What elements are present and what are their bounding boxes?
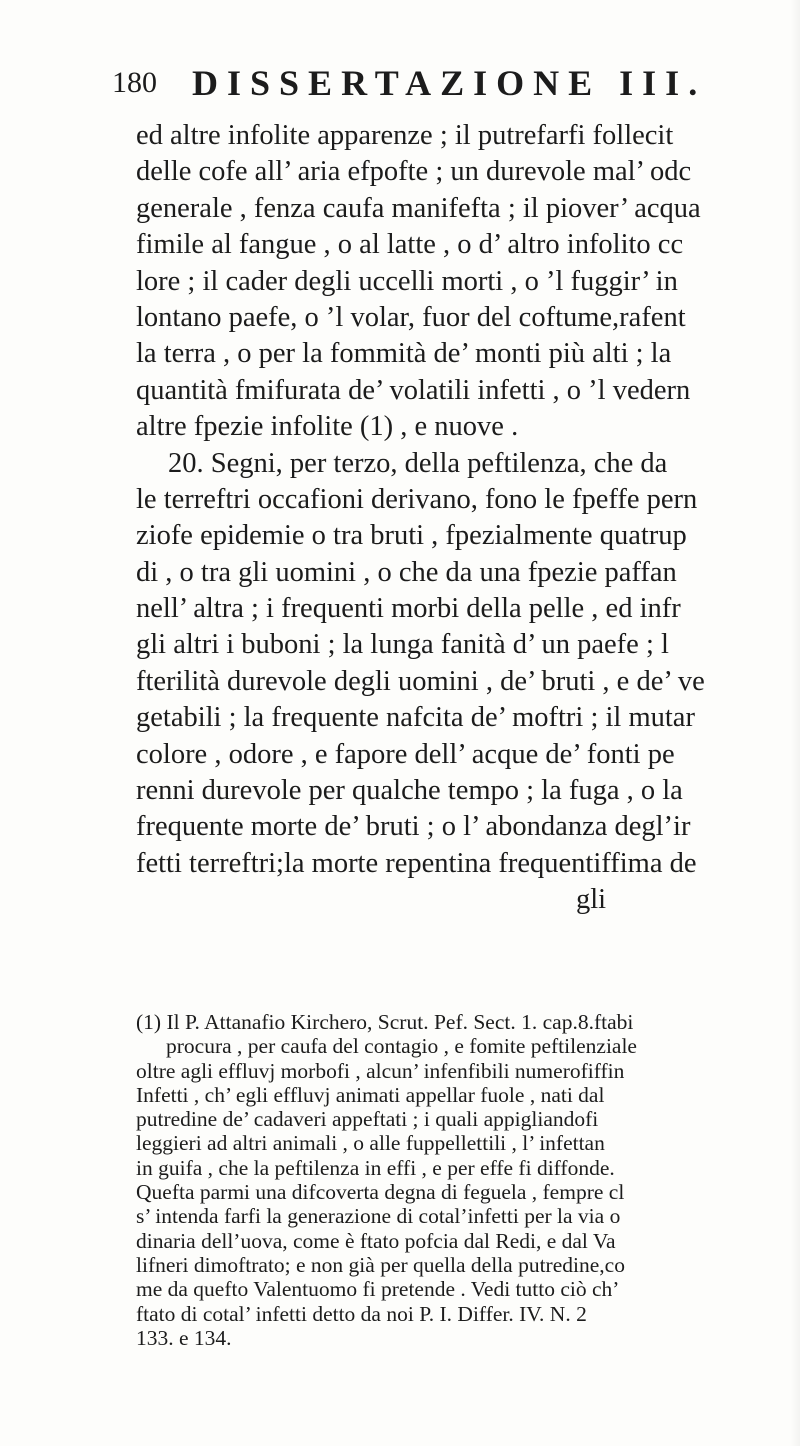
footnote-line: Quefta parmi una difcoverta degna di feguela , fempre cl bbox=[136, 1180, 625, 1205]
text-line: altre fpezie infolite (1) , e nuove . bbox=[136, 411, 519, 443]
footnote-line: me da quefto Valentuomo fi pretende . Vedi tutto ciò ch’ bbox=[136, 1277, 620, 1302]
text-line: delle cofe all’ aria efpofte ; un durevole mal’ odc bbox=[136, 156, 692, 188]
text-line: lontano paefe, o ’l volar, fuor del coftume,rafent bbox=[136, 301, 686, 333]
text-line: quantità fmifurata de’ volatili infetti , o ’l vedern bbox=[136, 374, 691, 406]
running-title: DISSERTAZIONE III. bbox=[192, 63, 707, 103]
text-line: la terra , o per la fommità de’ monti più alti ; la bbox=[136, 338, 672, 370]
footnote-line: putredine de’ cadaveri appeftati ; i quali appigliandofi bbox=[136, 1107, 599, 1132]
text-line: getabili ; la frequente nafcita de’ moftri ; il mutar bbox=[136, 702, 695, 734]
text-line: fimile al fangue , o al latte , o d’ altro infolito cc bbox=[136, 229, 684, 261]
footnote-line: leggieri ad altri animali , o alle fuppellettili , l’ infettan bbox=[136, 1131, 605, 1156]
text-line: gli altri i buboni ; la lunga fanità d’ un paefe ; l bbox=[136, 629, 669, 661]
footnote-line: in guifa , che la peftilenza in effi , e per effe fi diffonde. bbox=[136, 1155, 615, 1180]
page-header bbox=[112, 58, 792, 108]
footnote-line: procura , per caufa del contagio , e fomite peftilenziale bbox=[166, 1034, 637, 1059]
footnote-line: lifneri dimoftrato; e non già per quella della putredine,co bbox=[136, 1252, 625, 1277]
text-line: generale , fenza caufa manifefta ; il piover’ acqua bbox=[136, 192, 701, 224]
main-text bbox=[136, 118, 800, 919]
footnote-line: 133. e 134. bbox=[136, 1325, 232, 1350]
text-line: le terreftri occafioni derivano, fono le fpeffe pern bbox=[136, 483, 698, 515]
footnote-line: Infetti , ch’ egli effluvj animati appellar fuole , nati dal bbox=[136, 1082, 605, 1107]
footnote-line: dinaria dell’uova, come è ftato pofcia dal Redi, e dal Va bbox=[136, 1228, 616, 1253]
paragraph-start-line: 20. Segni, per terzo, della peftilenza, che da bbox=[168, 447, 668, 479]
text-line: renni durevole per qualche tempo ; la fuga , o la bbox=[136, 775, 683, 807]
page-number: 180 bbox=[112, 66, 157, 99]
text-line: fetti terreftri;la morte repentina frequentiffima de bbox=[136, 847, 697, 879]
text-line: di , o tra gli uomini , o che da una fpezie paffan bbox=[136, 556, 677, 588]
text-line: frequente morte de’ bruti ; o l’ abondanza degl’ir bbox=[136, 811, 691, 843]
footnote-line: s’ intenda farfi la generazione di cotal’infetti per la via o bbox=[136, 1204, 621, 1229]
footnote-line: ftato di cotal’ infetti detto da noi P. I. Differ. IV. N. 2 bbox=[136, 1301, 587, 1326]
text-line: lore ; il cader degli uccelli morti , o ’l fuggir’ in bbox=[136, 265, 678, 297]
catchword: gli bbox=[576, 884, 607, 916]
text-line: colore , odore , e fapore dell’ acque de’ fonti pe bbox=[136, 738, 675, 770]
footnote-line: oltre agli effluvj morbofi , alcun’ infenfibili numerofiffin bbox=[136, 1058, 625, 1083]
text-line: ziofe epidemie o tra bruti , fpezialmente quatrup bbox=[136, 520, 687, 552]
footnote-line: (1) Il P. Attanafio Kirchero, Scrut. Pef. Sect. 1. cap.8.ftabi bbox=[136, 1010, 634, 1034]
text-line: nell’ altra ; i frequenti morbi della pelle , ed infr bbox=[136, 593, 681, 625]
text-line: ed altre infolite apparenze ; il putrefarfi follecit bbox=[136, 120, 674, 151]
footnote bbox=[136, 1010, 800, 1350]
text-line: fterilità durevole degli uomini , de’ bruti , e de’ ve bbox=[136, 665, 705, 697]
page-gutter-shadow bbox=[790, 0, 800, 1446]
